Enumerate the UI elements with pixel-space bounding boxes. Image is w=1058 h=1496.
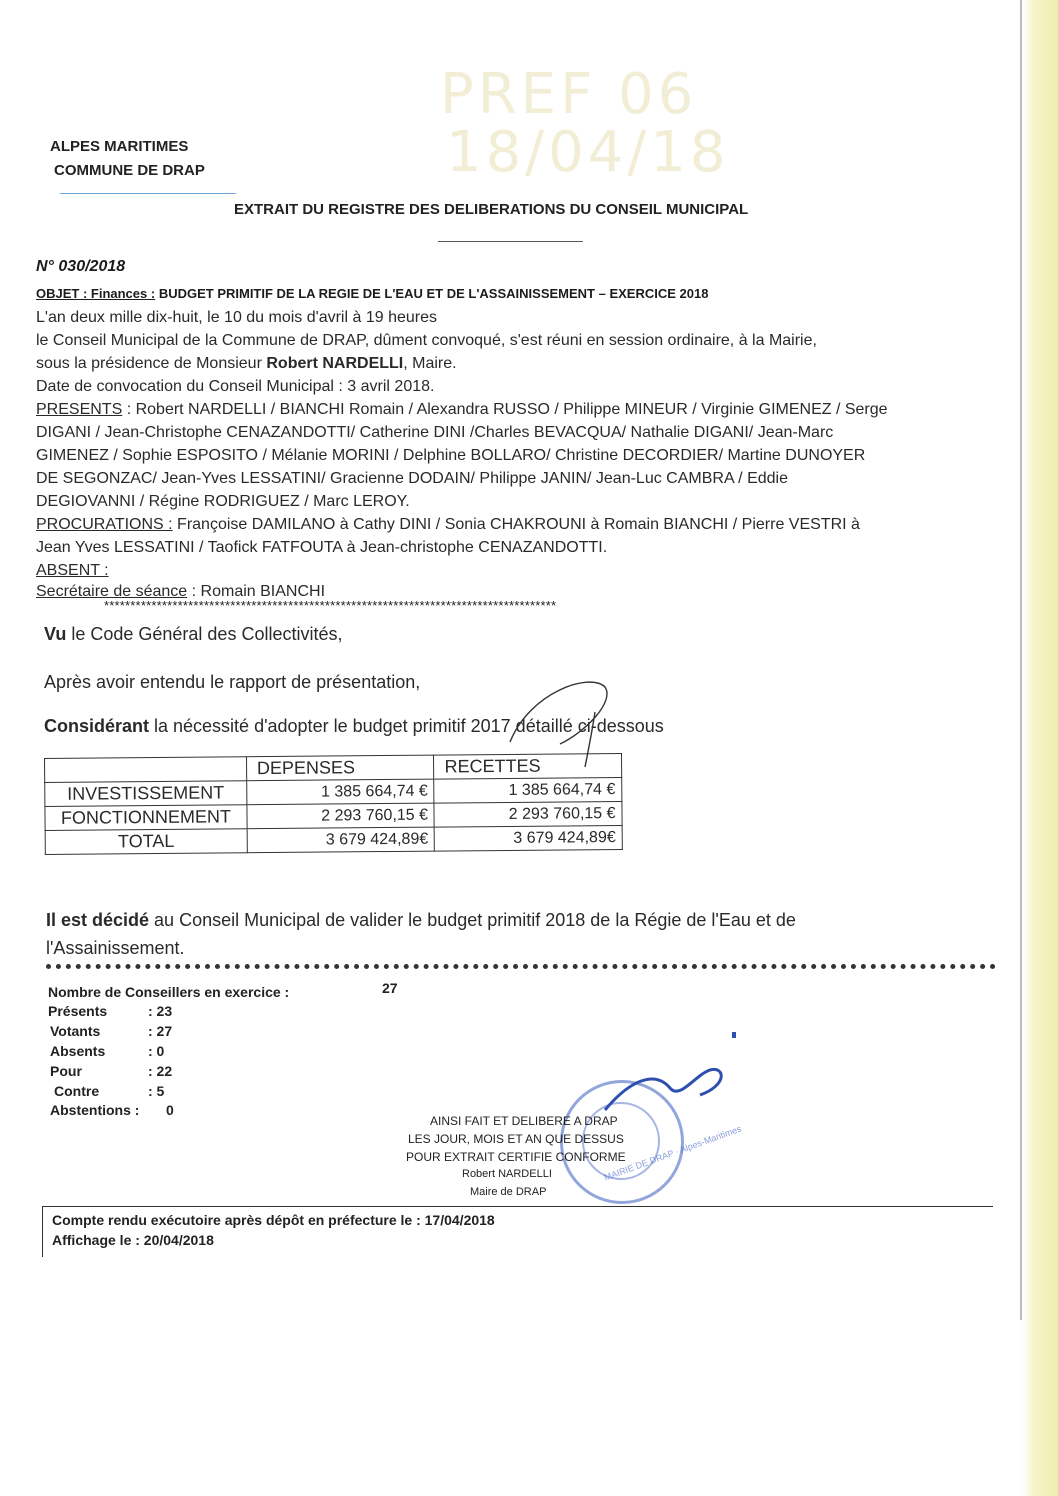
ink-dot [732, 1032, 736, 1038]
stat-value-contre: : 5 [148, 1083, 165, 1099]
objet-line [36, 286, 708, 301]
decision-line-2: l'Assainissement. [46, 938, 185, 958]
signature-line-2: LES JOUR, MOIS ET AN QUE DESSUS [408, 1132, 624, 1146]
decision-line-1 [46, 910, 796, 931]
stat-value-abstentions: 0 [166, 1102, 174, 1118]
footer-affichage: Affichage le : 20/04/2018 [52, 1232, 214, 1248]
objet-label: OBJET : Finances : [36, 286, 156, 301]
considerant-bold: Considérant [44, 716, 150, 736]
investissement-recettes: 1 385 664,74 € [434, 777, 622, 803]
title-divider [438, 241, 583, 242]
stat-value-votants: : 27 [148, 1023, 173, 1039]
signature-line-1: AINSI FAIT ET DELIBERE A DRAP [430, 1114, 618, 1128]
signature-line-3: POUR EXTRAIT CERTIFIE CONFORME [406, 1150, 626, 1164]
session-line-3 [36, 352, 457, 375]
table-header-depenses: DEPENSES [246, 755, 434, 781]
seal-text: MAIRIE DE DRAP · Alpes-Maritimes [602, 1123, 743, 1183]
conseillers-value: 27 [382, 980, 398, 996]
commune-name: COMMUNE DE DRAP [54, 162, 205, 179]
vu-bold: Vu [44, 624, 67, 644]
dotted-separator [46, 964, 996, 969]
presents-text-1: : Robert NARDELLI / BIANCHI Romain / Alexandra RUSSO / Philippe MINEUR / Virginie GIMENEZ / Serge [122, 401, 888, 418]
signature-line-4: Robert NARDELLI [462, 1168, 552, 1180]
investissement-depenses: 1 385 664,74 € [247, 779, 435, 805]
absent-label: ABSENT : [36, 562, 109, 579]
procurations-line-2: Jean Yves LESSATINI / Taofick FATFOUTA à Jean-christophe CENAZANDOTTI. [36, 539, 608, 556]
decision-bold: Il est décidé [46, 910, 150, 930]
department-name: ALPES MARITIMES [50, 138, 189, 155]
fonctionnement-depenses: 2 293 760,15 € [247, 803, 435, 829]
prefecture-stamp-line1: PREF 06 [440, 62, 698, 127]
session-line-2: le Conseil Municipal de la Commune de DRAP, dûment convoqué, s'est réuni en session ordinaire, à la Mairie, [36, 332, 817, 349]
convocation-date: Date de convocation du Conseil Municipal : 3 avril 2018. [36, 378, 435, 395]
row-label-total: TOTAL [45, 829, 247, 855]
asterisk-separator: ************************************************************************************** [104, 598, 557, 613]
stat-label-votants: Votants [50, 1023, 101, 1039]
signature-line-5: Maire de DRAP [470, 1186, 547, 1198]
stat-label-abstentions: Abstentions : [50, 1102, 140, 1118]
stat-label-contre: Contre [54, 1083, 100, 1099]
vu-line [44, 624, 342, 645]
signature-scribble-icon [600, 1060, 740, 1120]
document-title: EXTRAIT DU REGISTRE DES DELIBERATIONS DU CONSEIL MUNICIPAL [234, 201, 749, 218]
header-divider [60, 193, 236, 194]
table-header-recettes: RECETTES [434, 753, 622, 779]
session-line-1: L'an deux mille dix-huit, le 10 du mois d'avril à 19 heures [36, 309, 437, 326]
prefecture-stamp-line2: 18/04/18 [446, 120, 730, 185]
total-depenses: 3 679 424,89€ [247, 827, 435, 853]
row-label-fonctionnement: FONCTIONNEMENT [45, 805, 247, 831]
presents-line-3: GIMENEZ / Sophie ESPOSITO / Mélanie MORINI / Delphine BOLLARO/ Christine DECORDIER/ Martine DUNOYER [36, 447, 866, 464]
vu-text: le Code Général des Collectivités, [66, 624, 343, 644]
page-edge-shadow [1022, 0, 1058, 1496]
fonctionnement-recettes: 2 293 760,15 € [434, 801, 622, 827]
stat-value-pour: : 22 [148, 1063, 173, 1079]
budget-table [44, 753, 623, 855]
stat-value-absents: : 0 [148, 1043, 165, 1059]
mayor-name: Robert NARDELLI [266, 355, 404, 372]
session-line-3-pre: sous la présidence de Monsieur [36, 355, 267, 372]
decision-text-1: au Conseil Municipal de valider le budget primitif 2018 de la Régie de l'Eau et de [149, 910, 796, 930]
presents-label: PRESENTS [36, 401, 123, 418]
table-row [45, 825, 622, 854]
procurations-line-1 [36, 513, 860, 536]
stat-label-presents: Présents [48, 1003, 108, 1019]
procurations-text-1: Françoise DAMILANO à Cathy DINI / Sonia CHAKROUNI à Romain BIANCHI / Pierre VESTRI à [172, 516, 860, 533]
secretaire-label: Secrétaire de séance [36, 583, 188, 600]
presents-line-4: DE SEGONZAC/ Jean-Yves LESSATINI/ Gracienne DODAIN/ Philippe JANIN/ Jean-Luc CAMBRA / Eddie [36, 470, 788, 487]
apres-line: Après avoir entendu le rapport de présentation, [44, 672, 421, 692]
objet-text: BUDGET PRIMITIF DE LA REGIE DE L'EAU ET DE L'ASSAINISSEMENT – EXERCICE 2018 [155, 286, 709, 301]
conseillers-label: Nombre de Conseillers en exercice : [48, 984, 290, 1000]
total-recettes: 3 679 424,89€ [435, 825, 623, 851]
stat-value-presents: : 23 [148, 1003, 173, 1019]
presents-line-5: DEGIOVANNI / Régine RODRIGUEZ / Marc LEROY. [36, 493, 410, 510]
table-header-empty [45, 757, 247, 783]
presents-line-2: DIGANI / Jean-Christophe CENAZANDOTTI/ Catherine DINI /Charles BEVACQUA/ Nathalie DIGANI/ Jean-Marc [36, 424, 834, 441]
stat-label-pour: Pour [50, 1063, 82, 1079]
page-edge-line [1020, 0, 1022, 1320]
stat-label-absents: Absents [50, 1043, 106, 1059]
presents-line-1 [36, 398, 888, 421]
deliberation-number: N° 030/2018 [36, 258, 126, 275]
row-label-investissement: INVESTISSEMENT [45, 781, 247, 807]
secretaire-value: : Romain BIANCHI [187, 583, 326, 600]
session-line-3-post: , Maire. [403, 355, 457, 372]
considerant-text: la nécessité d'adopter le budget primitif 2017 détaillé ci-dessous [149, 716, 664, 736]
footer-executoire: Compte rendu exécutoire après dépôt en préfecture le : 17/04/2018 [52, 1212, 495, 1228]
procurations-label: PROCURATIONS : [36, 516, 173, 533]
